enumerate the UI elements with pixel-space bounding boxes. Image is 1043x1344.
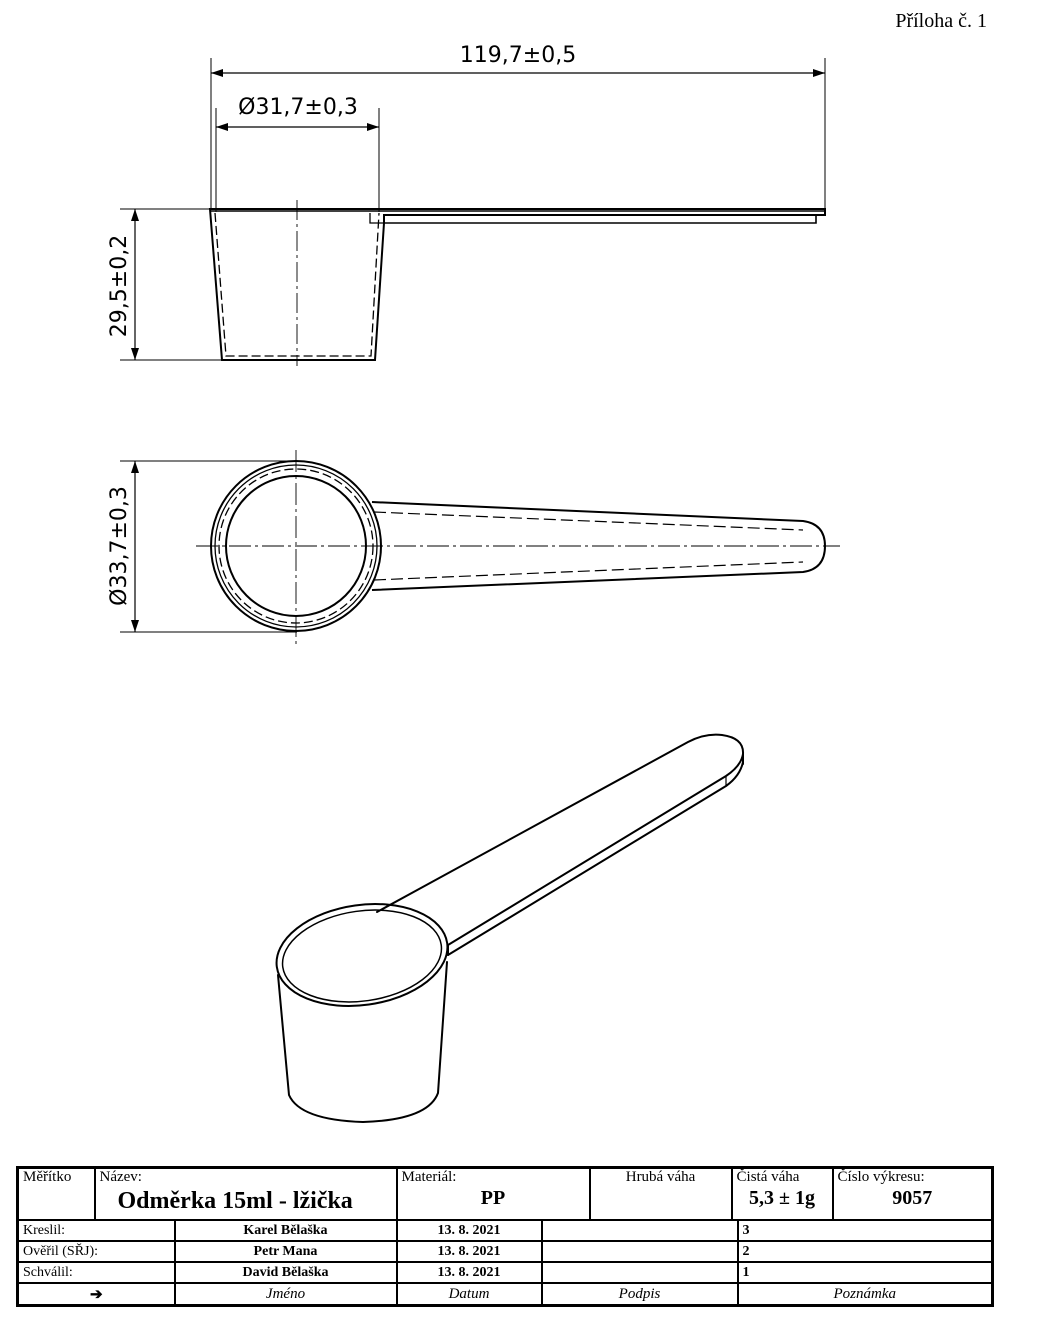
- title-block: [16, 1166, 994, 1307]
- iso-cup-rim: [270, 894, 454, 1017]
- note-cell: 1: [738, 1262, 993, 1283]
- scale-label: Měřítko: [23, 1169, 72, 1185]
- signature-row: [18, 1220, 993, 1241]
- iso-handle: [377, 735, 743, 945]
- name-cell: [95, 1168, 397, 1221]
- net-weight-value: 5,3 ± 1g: [749, 1187, 816, 1209]
- name-cell: Petr Mana: [175, 1241, 397, 1262]
- side-view: [120, 58, 825, 366]
- scale-cell: [18, 1168, 95, 1221]
- iso-view: [270, 735, 743, 1122]
- drawing-title: Odměrka 15ml - lžička: [117, 1188, 353, 1214]
- date-cell: 13. 8. 2021: [397, 1262, 542, 1283]
- gross-weight-label: Hrubá váha: [625, 1169, 696, 1185]
- footer-sign: Podpis: [542, 1283, 738, 1306]
- date-cell: 13. 8. 2021: [397, 1241, 542, 1262]
- footer-date: Datum: [397, 1283, 542, 1306]
- dim-height: 29,5±0,2: [107, 234, 132, 338]
- dim-outer-diameter: Ø33,7±0,3: [107, 486, 132, 606]
- arrow-icon: ➔: [18, 1283, 175, 1306]
- side-cup-outline: [210, 209, 825, 360]
- material-label: Materiál:: [401, 1169, 457, 1185]
- dim-inner-diameter: Ø31,7±0,3: [238, 95, 358, 120]
- name-cell: David Bělaška: [175, 1262, 397, 1283]
- net-weight-label: Čistá váha: [736, 1169, 800, 1185]
- drawing-no-label: Číslo výkresu:: [837, 1169, 925, 1185]
- footer-name: Jméno: [175, 1283, 397, 1306]
- sign-cell: [542, 1262, 738, 1283]
- name-label: Název:: [99, 1169, 142, 1185]
- dim-total-length: 119,7±0,5: [459, 43, 577, 68]
- drawing-no-value: 9057: [892, 1187, 933, 1209]
- material-value: PP: [480, 1187, 506, 1209]
- role-cell: Ověřil (SŘJ):: [18, 1241, 175, 1262]
- note-cell: 3: [738, 1220, 993, 1241]
- annex-label: Příloha č. 1: [895, 10, 987, 32]
- net-weight-cell: [732, 1168, 833, 1221]
- name-cell: Karel Bělaška: [175, 1220, 397, 1241]
- role-cell: Schválil:: [18, 1262, 175, 1283]
- note-cell: 2: [738, 1241, 993, 1262]
- role-cell: Kreslil:: [18, 1220, 175, 1241]
- signature-row: [18, 1262, 993, 1283]
- footer-row: [18, 1283, 993, 1306]
- sign-cell: [542, 1220, 738, 1241]
- material-cell: [397, 1168, 590, 1221]
- drawing-no-cell: [833, 1168, 993, 1221]
- date-cell: 13. 8. 2021: [397, 1220, 542, 1241]
- footer-note: Poznámka: [738, 1283, 993, 1306]
- gross-weight-cell: [590, 1168, 732, 1221]
- top-view: [120, 450, 840, 644]
- signature-row: [18, 1241, 993, 1262]
- sign-cell: [542, 1241, 738, 1262]
